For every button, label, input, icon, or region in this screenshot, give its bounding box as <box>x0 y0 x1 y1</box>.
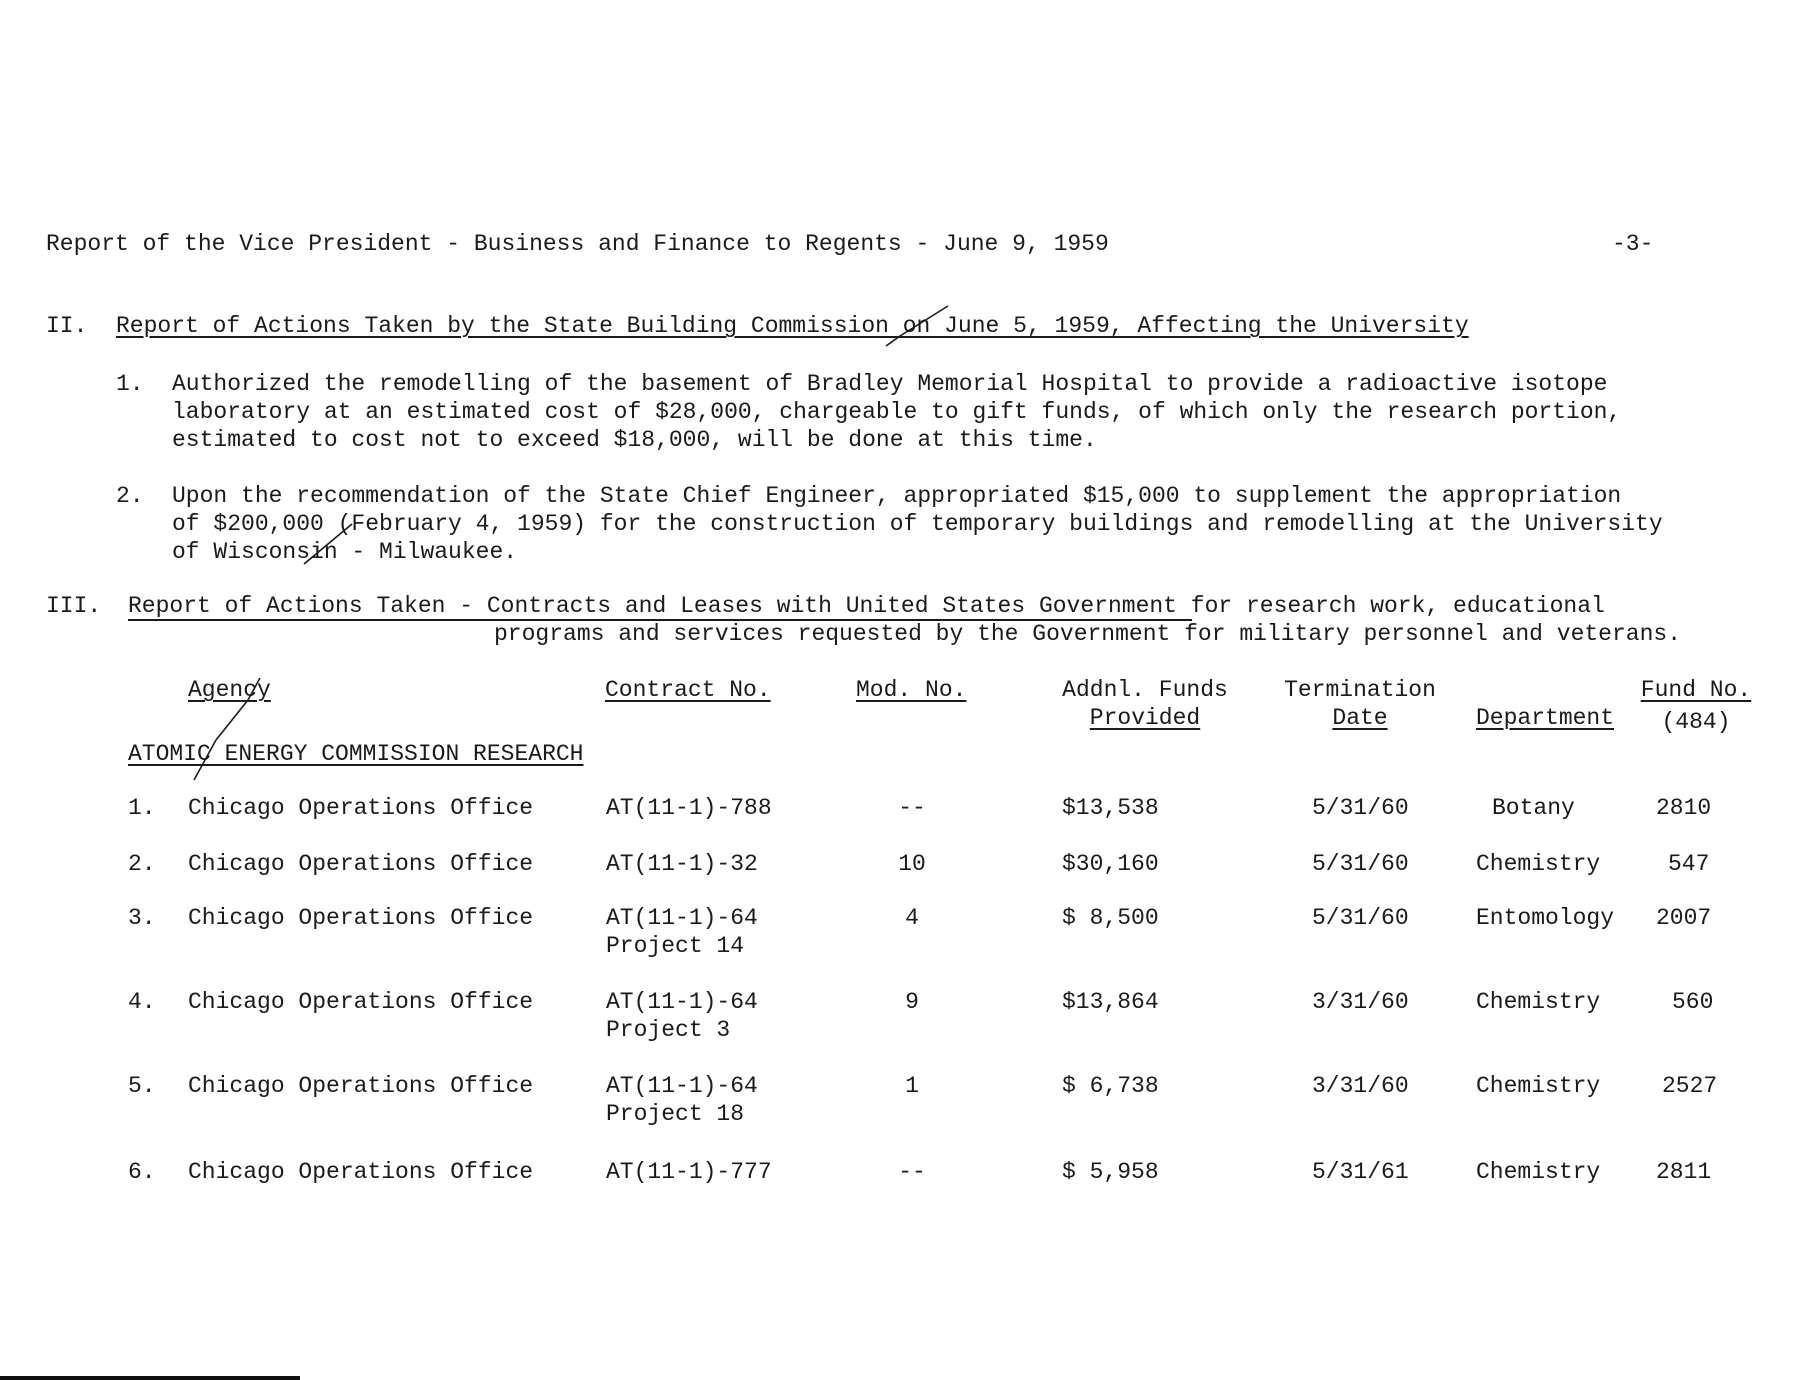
row-termination: 5/31/61 <box>1312 1159 1409 1185</box>
pencil-check-mark <box>880 300 960 360</box>
pencil-check-mark <box>170 670 280 800</box>
row-number: 2. <box>128 851 156 877</box>
row-department: Chemistry <box>1476 989 1601 1015</box>
row-fund: 547 <box>1668 851 1710 877</box>
page-edge-rule <box>0 1376 300 1380</box>
row-funds: $ 8,500 <box>1062 905 1159 931</box>
header-termination-line-2: Date <box>1332 705 1388 731</box>
row-number: 3. <box>128 905 156 931</box>
row-agency: Chicago Operations Office <box>188 795 534 821</box>
row-number: 6. <box>128 1159 156 1185</box>
row-number: 1. <box>128 795 156 821</box>
section-2-heading: Report of Actions Taken by the State Building Commission on June 5, 1959, Affecting the University <box>116 313 1469 339</box>
row-termination: 3/31/60 <box>1312 1073 1409 1099</box>
row-mod: -- <box>898 795 926 821</box>
row-agency: Chicago Operations Office <box>188 905 534 931</box>
header-mod-no: Mod. No. <box>856 677 967 703</box>
header-contract-no: Contract No. <box>605 677 771 703</box>
row-department: Botany <box>1492 795 1575 821</box>
item-2-line-2: of $200,000 (February 4, 1959) for the construction of temporary buildings and remodelling at the University <box>172 511 1663 537</box>
row-mod: 4 <box>905 905 919 931</box>
row-department: Chemistry <box>1476 1073 1601 1099</box>
row-contract-project: Project 18 <box>606 1101 745 1127</box>
row-termination: 5/31/60 <box>1312 851 1409 877</box>
row-contract: AT(11-1)-64 <box>606 905 758 931</box>
row-funds: $13,538 <box>1062 795 1159 821</box>
row-fund: 2007 <box>1656 905 1712 931</box>
row-contract-project: Project 3 <box>606 1017 731 1043</box>
header-termination-line-1: Termination <box>1284 677 1436 703</box>
row-funds: $30,160 <box>1062 851 1159 877</box>
item-2-number: 2. <box>116 483 144 509</box>
header-funds-line-2: Provided <box>1089 705 1201 731</box>
row-agency: Chicago Operations Office <box>188 1073 534 1099</box>
row-contract: AT(11-1)-788 <box>606 795 772 821</box>
row-mod: 9 <box>905 989 919 1015</box>
row-department: Chemistry <box>1476 1159 1601 1185</box>
row-contract-project: Project 14 <box>606 933 745 959</box>
row-funds: $ 6,738 <box>1062 1073 1159 1099</box>
row-contract: AT(11-1)-64 <box>606 989 758 1015</box>
row-mod: 10 <box>898 851 926 877</box>
row-agency: Chicago Operations Office <box>188 1159 534 1185</box>
section-3-heading-line-2: programs and services requested by the Government for military personnel and veterans. <box>494 621 1681 647</box>
row-fund: 2527 <box>1662 1073 1718 1099</box>
row-agency: Chicago Operations Office <box>188 989 534 1015</box>
header-fund-no-line-1: Fund No. <box>1640 677 1752 703</box>
report-title: Report of the Vice President - Business and Finance to Regents - June 9, 1959 <box>46 231 1109 257</box>
header-funds-line-1: Addnl. Funds <box>1062 677 1228 703</box>
item-1-line-3: estimated to cost not to exceed $18,000, will be done at this time. <box>172 427 1097 453</box>
row-termination: 3/31/60 <box>1312 989 1409 1015</box>
row-mod: -- <box>898 1159 926 1185</box>
row-department: Chemistry <box>1476 851 1601 877</box>
row-fund: 560 <box>1672 989 1714 1015</box>
pencil-check-mark <box>300 520 360 570</box>
row-termination: 5/31/60 <box>1312 795 1409 821</box>
row-agency: Chicago Operations Office <box>188 851 534 877</box>
row-funds: $13,864 <box>1062 989 1159 1015</box>
item-1-line-2: laboratory at an estimated cost of $28,000, chargeable to gift funds, of which only the research portion, <box>172 399 1622 425</box>
row-number: 5. <box>128 1073 156 1099</box>
row-mod: 1 <box>905 1073 919 1099</box>
row-termination: 5/31/60 <box>1312 905 1409 931</box>
group-title: ATOMIC ENERGY COMMISSION RESEARCH <box>128 741 584 767</box>
row-department: Entomology <box>1476 905 1615 931</box>
item-1-line-1: Authorized the remodelling of the basement of Bradley Memorial Hospital to provide a radioactive isotope <box>172 371 1608 397</box>
header-fund-no-line-2: (484) <box>1661 709 1731 735</box>
section-3-numeral: III. <box>46 593 102 619</box>
row-number: 4. <box>128 989 156 1015</box>
item-2-line-1: Upon the recommendation of the State Chief Engineer, appropriated $15,000 to supplement the appropriation <box>172 483 1622 509</box>
item-2-line-3: of Wisconsin - Milwaukee. <box>172 539 518 565</box>
header-department: Department <box>1476 705 1615 731</box>
item-1-number: 1. <box>116 371 144 397</box>
row-contract: AT(11-1)-32 <box>606 851 758 877</box>
row-fund: 2810 <box>1656 795 1712 821</box>
row-funds: $ 5,958 <box>1062 1159 1159 1185</box>
section-2-numeral: II. <box>46 313 88 339</box>
row-contract: AT(11-1)-777 <box>606 1159 772 1185</box>
row-fund: 2811 <box>1656 1159 1712 1185</box>
header-agency: Agency <box>188 677 271 703</box>
row-contract: AT(11-1)-64 <box>606 1073 758 1099</box>
section-3-heading-line-1: Report of Actions Taken - Contracts and Leases with United States Government for research work, educational <box>128 593 1605 619</box>
page-number: -3- <box>1612 231 1654 257</box>
